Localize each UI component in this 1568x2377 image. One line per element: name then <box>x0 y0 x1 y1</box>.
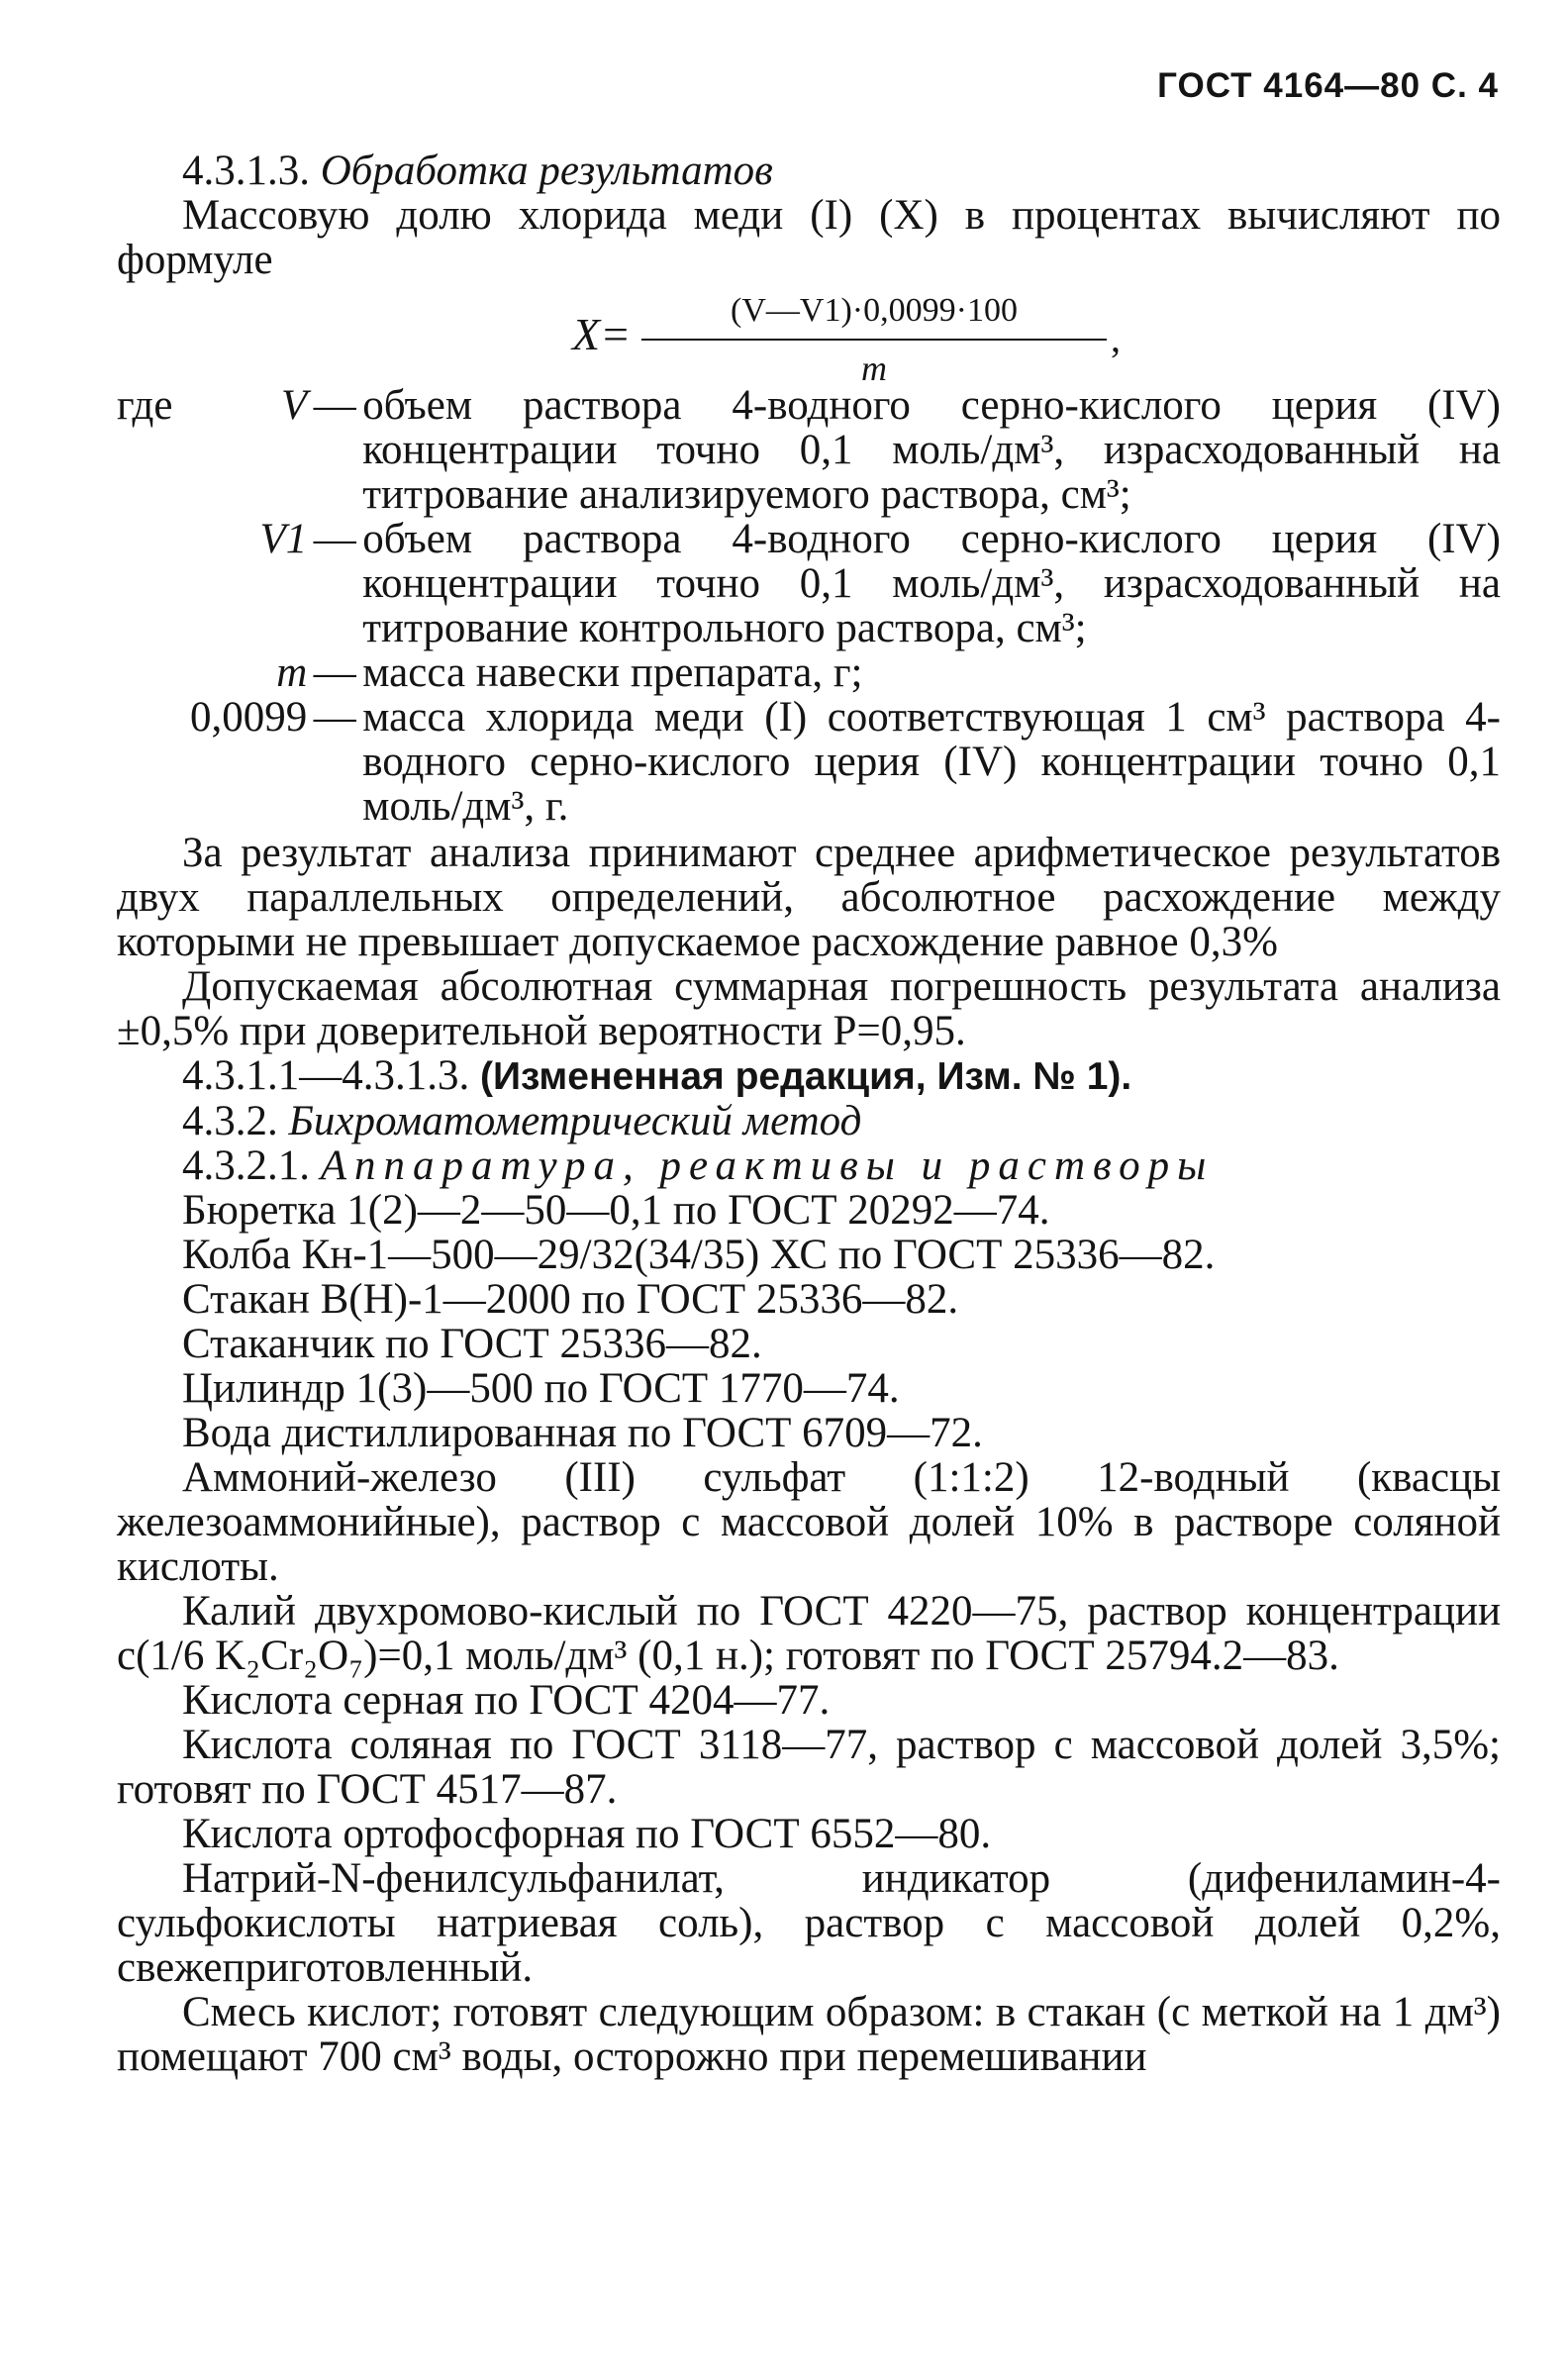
list-item: Бюретка 1(2)—2—50—0,1 по ГОСТ 20292—74. <box>182 1187 1050 1234</box>
formula-denominator: m <box>861 348 887 388</box>
legend-row <box>117 695 1501 829</box>
list-item: Калий двухромово-кислый по ГОСТ 4220—75, раствор концентрации c(1/6 K₂Cr₂O₇)=0,1 моль/дм³ (0,1 н.); готовят по ГОСТ 25794.2—83. <box>117 1588 1501 1679</box>
list-item: Кислота ортофосфорная по ГОСТ 6552—80. <box>182 1811 992 1857</box>
legend-symbol: V <box>280 382 308 429</box>
section-title: Бихроматометрический метод <box>288 1098 862 1144</box>
list-item: Кислота серная по ГОСТ 4204—77. <box>182 1677 831 1724</box>
formula-numerator: (V—V1)·0,0099·100 <box>641 288 1107 341</box>
legend-row <box>117 383 1501 517</box>
revision-note <box>117 1053 1501 1099</box>
revision-text: (Измененная редакция, Изм. № 1). <box>480 1055 1132 1098</box>
list-item: Натрий-N-фенилсульфанилат, индикатор (дифениламин-4-сульфокислоты натриевая соль), раствор с массовой долей 0,2%, свежеприготовленный. <box>117 1855 1501 1991</box>
legend-where: где <box>117 382 173 429</box>
legend-dash: — <box>313 694 356 741</box>
legend-dash: — <box>313 649 356 696</box>
list-item: Колба Кн-1—500—29/32(34/35) ХС по ГОСТ 25336—82. <box>182 1232 1216 1278</box>
legend-description: объем раствора 4-водного серно-кислого церия (IV) концентрации точно 0,1 моль/дм³, израсходованный на титрование контрольного раствора, см³; <box>362 516 1501 651</box>
legend-row <box>117 650 1501 695</box>
section-number: 4.3.2. <box>182 1098 278 1144</box>
page-header: ГОСТ 4164—80 С. 4 <box>1157 66 1499 105</box>
legend-symbol: m <box>276 649 308 696</box>
section-4-3-1-3-heading <box>117 149 1501 193</box>
legend-description: объем раствора 4-водного серно-кислого церия (IV) концентрации точно 0,1 моль/дм³, израсходованный на титрование анализируемого раствора, см³; <box>362 382 1501 518</box>
formula-lhs: X= <box>572 309 632 359</box>
section-4-3-2-heading <box>117 1099 1501 1143</box>
section-4-3-2-1-heading <box>117 1143 1501 1188</box>
list-item: Смесь кислот; готовят следующим образом: в стакан (с меткой на 1 дм³) помещают 700 см³ воды, осторожно при перемешивании <box>117 1989 1501 2080</box>
legend-description: масса навески препарата, г; <box>362 649 863 696</box>
legend-dash: — <box>313 516 356 562</box>
legend-symbol: 0,0099 <box>190 694 308 741</box>
revision-range: 4.3.1.1—4.3.1.3. <box>182 1052 470 1099</box>
list-item: Стакан В(Н)-1—2000 по ГОСТ 25336—82. <box>182 1276 959 1323</box>
list-item: Вода дистиллированная по ГОСТ 6709—72. <box>182 1410 983 1456</box>
legend-symbol: V1 <box>259 516 308 562</box>
legend-description: масса хлорида меди (I) соответствующая 1 см³ раствора 4-водного серно-кислого церия (IV) концентрации точно 0,1 моль/дм³, г. <box>362 694 1501 830</box>
section-title: Аппаратура, реактивы и растворы <box>320 1142 1215 1189</box>
formula-intro: Массовую долю хлорида меди (I) (X) в процентах вычисляют по формуле <box>117 192 1501 283</box>
section-title: Обработка результатов <box>320 148 773 194</box>
formula-legend <box>117 383 1501 829</box>
formula <box>117 282 1501 388</box>
formula-fraction <box>641 288 1107 391</box>
list-item: Кислота соляная по ГОСТ 3118—77, раствор с массовой долей 3,5%; готовят по ГОСТ 4517—87. <box>117 1722 1501 1813</box>
formula-comma: , <box>1111 316 1121 360</box>
paragraph-result: За результат анализа принимают среднее арифметическое результатов двух параллельных определений, абсолютное расхождение между которыми не превышает допускаемое расхождение равное 0,3% <box>117 830 1501 965</box>
list-item: Стаканчик по ГОСТ 25336—82. <box>182 1321 762 1367</box>
document-body <box>117 149 1501 2079</box>
section-number: 4.3.1.3. <box>182 148 310 194</box>
list-item: Цилиндр 1(3)—500 по ГОСТ 1770—74. <box>182 1365 900 1412</box>
legend-dash: — <box>313 382 356 429</box>
list-item: Аммоний-железо (III) сульфат (1:1:2) 12-водный (квасцы железоаммонийные), раствор с массовой долей 10% в растворе соляной кислоты. <box>117 1454 1501 1590</box>
legend-row <box>117 517 1501 650</box>
paragraph-error: Допускаемая абсолютная суммарная погрешность результата анализа ±0,5% при доверительной вероятности P=0,95. <box>117 963 1501 1054</box>
section-number: 4.3.2.1. <box>182 1142 310 1189</box>
